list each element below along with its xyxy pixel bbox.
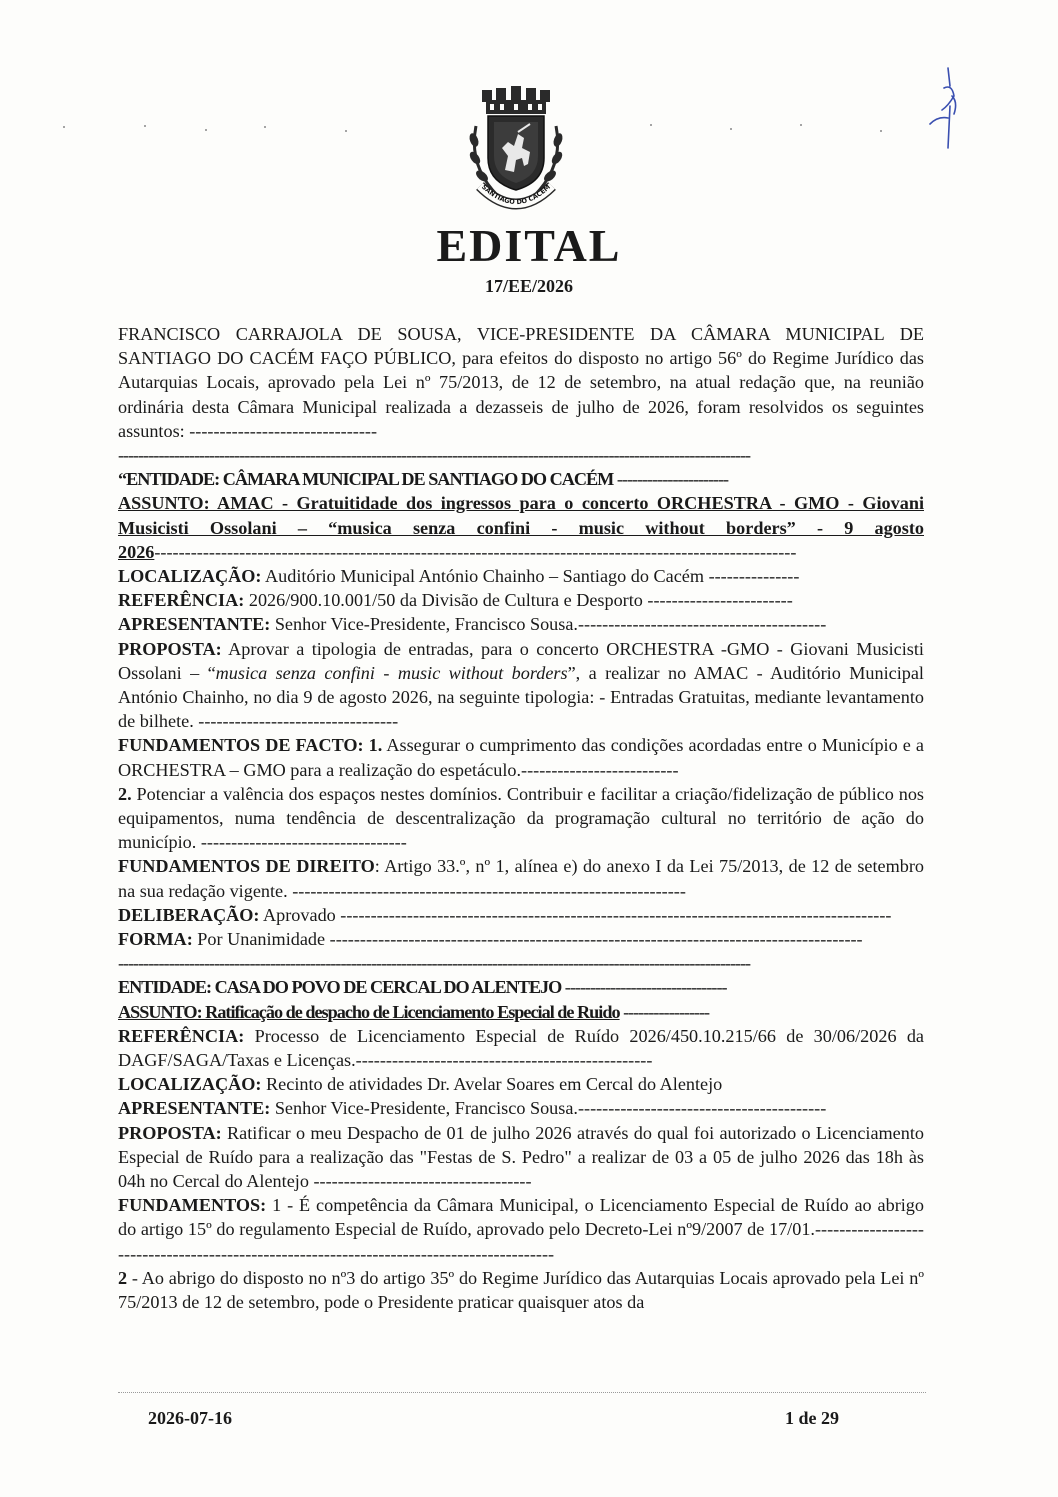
fundamentos-facto-1: FUNDAMENTOS DE FACTO: 1. Assegurar o cumprimento das condições acordadas entre o Município e a ORCHESTRA – GMO para a realização do espetáculo.--------------------------: [118, 735, 924, 780]
assunto-line: ASSUNTO: AMAC - Gratuitidade dos ingressos para o concerto ORCHESTRA - GMO - Giovani Musicisti Ossolani – “musica senza confini - music without borders” - 9 agosto 2026----------------------------------------------------------------------------------------------------------: [118, 493, 924, 562]
footer-divider: [118, 1392, 926, 1393]
document-title: EDITAL: [436, 220, 622, 271]
agenda-item-2: [118, 975, 924, 1314]
localizacao-line: LOCALIZAÇÃO: Auditório Municipal António Chainho – Santiago do Cacém ---------------: [118, 566, 800, 586]
svg-text:SANTIAGO DO CACÉM: SANTIAGO DO CACÉM: [480, 182, 552, 207]
separator-line: -----------------------------------------------------------------------------------------------------------------------------: [118, 445, 751, 466]
municipal-crest-logo: [458, 86, 574, 216]
entidade-line: “ENTIDADE: CÂMARA MUNICIPAL DE SANTIAGO DO CACÉM ----------------------: [118, 469, 729, 490]
separator-line: -----------------------------------------------------------------------------------------------------------------------------: [118, 953, 751, 974]
footer-date: 2026-07-16: [148, 1408, 232, 1428]
proposta-paragraph: PROPOSTA: Ratificar o meu Despacho de 01 de julho 2026 através do qual foi autorizado o Licenciamento Especial de Ruído para a realização das "Festas de S. Pedro" a realizar de 03 a 05 de julho 2026 das 18h às 04h no Cercal do Alentejo ------------------------------------: [118, 1122, 924, 1192]
fundamentos-1: FUNDAMENTOS: 1 - É competência da Câmara Municipal, o Licenciamento Especial de Ruído ao abrigo do artigo 15º do regulamento Especial de Ruído, aprovado pelo Decreto-Lei nº9/2007 de 17/01.------------------------------------------------------------------------------------------: [118, 1195, 924, 1264]
referencia-paragraph: REFERÊNCIA: Processo de Licenciamento Especial de Ruído 2026/450.10.215/66 de 30/06/2026 da DAGF/SAGA/Taxas e Licenças.-------------------------------------------------: [118, 1025, 924, 1071]
document-number: 17/EE/2026: [484, 276, 573, 296]
document-body: [118, 322, 924, 1314]
proposta-paragraph: PROPOSTA: Aprovar a tipologia de entradas, para o concerto ORCHESTRA -GMO - Giovani Musicisti Ossolani – “musica senza confini - music without borders”, a realizar no AMAC - Auditório Municipal António Chainho, no dia 9 de agosto 2026, na seguinte tipologia: - Entradas Gratuitas, mediante levantamento de bilhete. ---------------------------------: [118, 638, 924, 732]
assunto-line: ASSUNTO: Ratificação de despacho de Licenciamento Especial de Ruido -----------------: [118, 1001, 710, 1022]
apresentante-line: APRESENTANTE: Senhor Vice-Presidente, Francisco Sousa.-----------------------------------------: [118, 614, 827, 635]
page-number: 1 de 29: [785, 1408, 839, 1428]
apresentante-line: APRESENTANTE: Senhor Vice-Presidente, Francisco Sousa.-----------------------------------------: [118, 1098, 827, 1119]
fundamentos-direito: FUNDAMENTOS DE DIREITO: Artigo 33.º, nº 1, alínea e) do anexo I da Lei 75/2013, de 12 de setembro na sua redação vigente. -----------------------------------------------------------------: [118, 856, 925, 901]
localizacao-line: LOCALIZAÇÃO: Recinto de atividades Dr. Avelar Soares em Cercal do Alentejo: [118, 1074, 723, 1095]
entidade-line: ENTIDADE: CASA DO POVO DE CERCAL DO ALENTEJO --------------------------------: [118, 977, 727, 998]
referencia-line: REFERÊNCIA: 2026/900.10.001/50 da Divisão de Cultura e Desporto ------------------------: [118, 590, 793, 611]
fundamentos-2: 2 - Ao abrigo do disposto no nº3 do artigo 35º do Regime Jurídico das Autarquias Locais aprovado pela Lei nº 75/2013 de 12 de setembro, pode o Presidente praticar quaisquer atos da: [118, 1267, 924, 1313]
intro-paragraph: FRANCISCO CARRAJOLA DE SOUSA, VICE-PRESIDENTE DA CÂMARA MUNICIPAL DE SANTIAGO DO CACÉM FAÇO PÚBLICO, para efeitos do disposto no artigo 56º do Regime Jurídico das Autarquias Locais, aprovado pela Lei nº 75/2013, de 12 de setembro, na atual redação que, na reunião ordinária desta Câmara Municipal realizada a dezasseis de julho de 2026, foram resolvidos os seguintes assuntos: -------------------------------: [118, 324, 924, 441]
handwritten-signature: [918, 66, 968, 150]
deliberacao-line: DELIBERAÇÃO: Aprovado -------------------------------------------------------------------------------------------: [118, 904, 892, 925]
forma-line: FORMA: Por Unanimidade ----------------------------------------------------------------------------------------: [118, 929, 863, 950]
fundamentos-facto-2: 2. Potenciar a valência dos espaços nestes domínios. Contribuir e facilitar a criação/fidelização de público nos equipamentos, numa tendência de descentralização da programação cultural no território de ação do município. ----------------------------------: [118, 783, 924, 853]
agenda-item-1: [118, 467, 924, 951]
